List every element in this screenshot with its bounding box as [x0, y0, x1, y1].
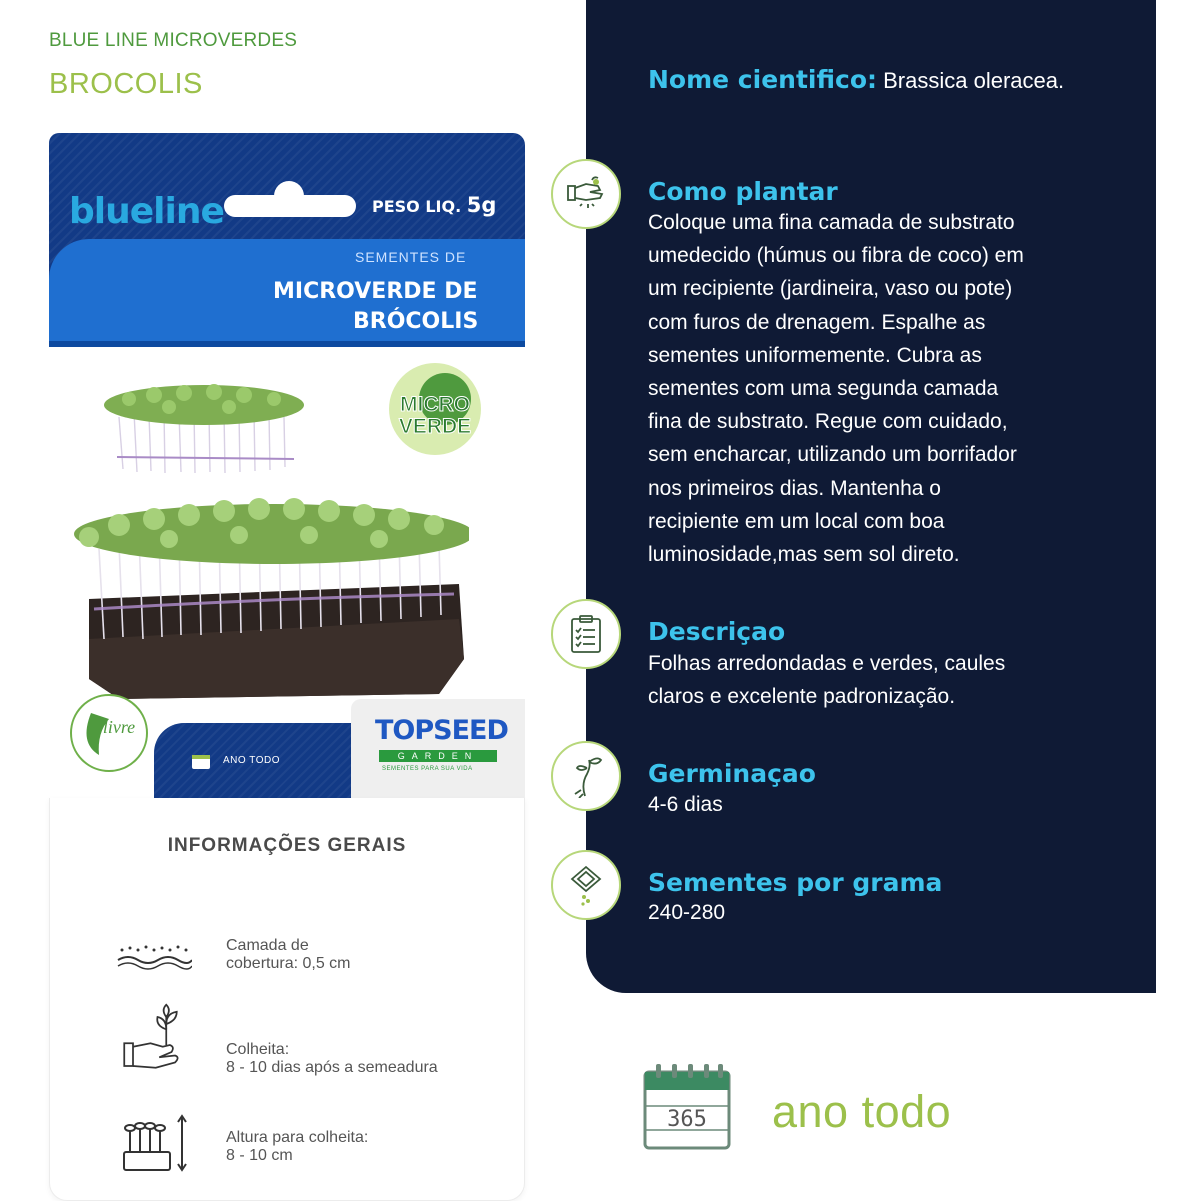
info-item-height [226, 1129, 368, 1165]
package-season: ANO TODO [223, 755, 280, 766]
section-title-como-plantar: Como plantar [648, 177, 838, 206]
section-text-germinacao [648, 788, 723, 821]
info-item-coverage-line1: Camada de [226, 937, 309, 954]
hand-plant-icon [116, 1003, 192, 1073]
info-card [49, 798, 525, 1201]
sementes-por-grama-line: 240-280 [648, 901, 726, 924]
height-tray-icon [116, 1106, 192, 1176]
product-title: BROCOLIS [49, 68, 203, 100]
como-plantar-line: sem encharcar, utilizando um borrifador [648, 443, 1017, 467]
descricao-line: Folhas arredondadas e verdes, caules [648, 652, 1006, 675]
info-item-harvest-line2: 8 - 10 dias após a semeadura [226, 1059, 438, 1076]
topseed-logo: TOPSEED [375, 715, 508, 746]
como-plantar-line: sementes uniformemente. Cubra as [648, 343, 982, 367]
soil-layer-icon [116, 920, 192, 990]
calendar-small-icon [191, 752, 211, 770]
info-item-coverage-line2: cobertura: 0,5 cm [226, 955, 351, 972]
planting-hand-icon [566, 174, 606, 214]
scientific-name [648, 64, 1064, 97]
como-plantar-line: umedecido (húmus ou fibra de coco) em [648, 244, 1024, 268]
seed-package-image [49, 133, 525, 799]
topseed-box [351, 699, 525, 799]
info-item-harvest-line1: Colheita: [226, 1041, 290, 1058]
section-title-descricao: Descriçao [648, 617, 786, 646]
como-plantar-line: fina de substrato. Regue com cuidado, [648, 410, 1008, 434]
garden-label: GARDEN [379, 750, 497, 762]
microverde-badge [387, 361, 483, 457]
weight-label: PESO LIQ. [372, 197, 462, 216]
info-item-height-line2: 8 - 10 cm [226, 1147, 293, 1164]
como-plantar-line: luminosidade,mas sem sol direto. [648, 543, 960, 567]
section-text-descricao [648, 647, 1005, 713]
como-plantar-line: Coloque uma fina camada de substrato [648, 211, 1015, 234]
livre-text: livre [102, 717, 136, 737]
section-text-sementes-por-grama [648, 896, 725, 929]
microgreen-large-tray-image [59, 489, 469, 704]
info-item-height-line1: Altura para colheita: [226, 1129, 369, 1146]
germinacao-line: 4-6 dias [648, 793, 723, 816]
ano-todo-label: ano todo [772, 1086, 952, 1137]
logo-part-line: line [153, 191, 224, 232]
info-item-coverage [226, 937, 351, 973]
package-stripe [49, 341, 525, 347]
clipboard-icon [569, 614, 603, 654]
sprout-icon [569, 754, 603, 798]
livre-transgenicos-seal [69, 693, 149, 773]
badge-line1: MICRO [400, 393, 470, 416]
blueline-logo [69, 191, 224, 232]
sprout-icon-circle [551, 741, 621, 811]
seed-packet-icon [566, 863, 606, 907]
como-plantar-line: nos primeiros dias. Mantenha o [648, 476, 941, 500]
brand-title: BLUE LINE MICROVERDES [49, 30, 298, 51]
section-title-germinacao: Germinaçao [648, 759, 816, 788]
weight-value: 5g [466, 193, 497, 217]
planting-hand-icon-circle [551, 159, 621, 229]
microgreen-small-tray-image [99, 377, 314, 477]
como-plantar-line: com furos de drenagem. Espalhe as [648, 310, 986, 334]
seed-packet-icon-circle [551, 850, 621, 920]
scientific-name-value: Brassica oleracea. [877, 68, 1065, 93]
package-name-line1: MICROVERDE DE [273, 279, 478, 304]
section-title-sementes-por-grama: Sementes por grama [648, 868, 943, 897]
calendar-number: 365 [667, 1107, 707, 1132]
logo-part-blue: blue [69, 191, 154, 232]
package-weight [372, 193, 496, 217]
como-plantar-line: recipiente em um local com boa [648, 509, 945, 533]
topseed-slogan: SEMENTES PARA SUA VIDA [382, 766, 473, 772]
descricao-line: claros e excelente padronização. [648, 685, 956, 709]
como-plantar-line: um recipiente (jardineira, vaso ou pote) [648, 277, 1013, 301]
como-plantar-line: sementes com uma segunda camada [648, 377, 999, 401]
package-sementes-de: SEMENTES DE [355, 249, 467, 265]
info-title: INFORMAÇÕES GERAIS [167, 835, 407, 856]
calendar-365-icon [642, 1062, 732, 1152]
info-item-harvest [226, 1041, 438, 1077]
clipboard-icon-circle [551, 599, 621, 669]
package-hang-hole [224, 195, 356, 217]
package-name-line2: BRÓCOLIS [353, 309, 479, 334]
badge-line2: VERDE [398, 415, 472, 438]
scientific-name-label: Nome cientifico: [648, 65, 877, 94]
section-text-como-plantar [648, 206, 1024, 571]
